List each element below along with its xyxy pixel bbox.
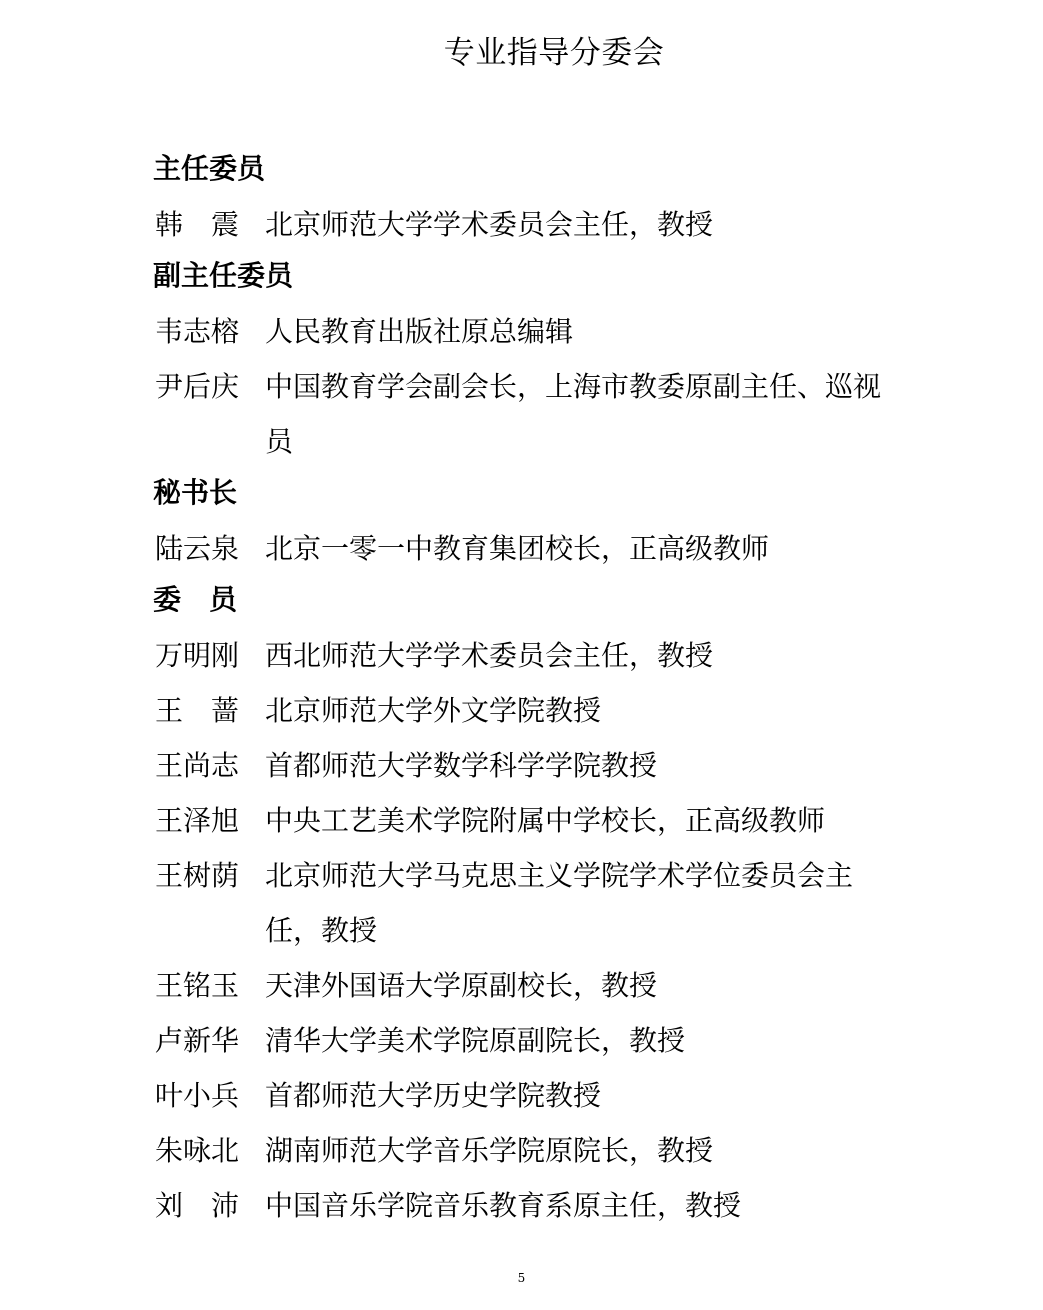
member-description: 中国音乐学院音乐教育系原主任，教授: [265, 1189, 742, 1222]
member-row: [153, 359, 913, 469]
member-description: 中国教育学会副会长，上海市教委原副主任、巡视员: [265, 370, 882, 458]
member-name: 王蔷: [155, 694, 268, 727]
member-description: 天津外国语大学原副校长，教授: [265, 969, 658, 1002]
member-row: [153, 1013, 913, 1068]
member-row: [153, 628, 913, 683]
member-name: 韩震: [155, 208, 268, 241]
member-name: 王铭玉: [155, 969, 240, 1002]
member-row: [153, 793, 913, 848]
member-description: 人民教育出版社原总编辑: [265, 315, 574, 348]
member-row: [153, 521, 913, 576]
member-row: [153, 738, 913, 793]
member-name: 朱咏北: [155, 1134, 240, 1167]
member-row: [153, 1068, 913, 1123]
member-name: 韦志榕: [155, 315, 240, 348]
member-name: 王尚志: [155, 749, 240, 782]
member-row: [153, 1178, 913, 1233]
member-description: 中央工艺美术学院附属中学校长，正高级教师: [265, 804, 826, 837]
member-name: 万明刚: [155, 639, 240, 672]
member-row: [153, 197, 913, 252]
member-name: 王树荫: [155, 859, 240, 892]
member-description: 首都师范大学历史学院教授: [265, 1079, 602, 1112]
member-row: [153, 958, 913, 1013]
member-description: 西北师范大学学术委员会主任，教授: [265, 639, 714, 672]
section-heading-vice-chair: 副主任委员: [153, 259, 294, 292]
member-description: 清华大学美术学院原副院长，教授: [265, 1024, 686, 1057]
member-name: 王泽旭: [155, 804, 240, 837]
member-description: 湖南师范大学音乐学院原院长，教授: [265, 1134, 714, 1167]
member-name: 尹后庆: [155, 370, 240, 403]
member-name: 陆云泉: [155, 532, 240, 565]
page-title: 专业指导分委会: [443, 35, 665, 71]
member-row: [153, 848, 913, 958]
member-row: [153, 304, 913, 359]
member-name: 刘沛: [155, 1189, 268, 1222]
member-description: 北京师范大学马克思主义学院学术学位委员会主任，教授: [265, 859, 854, 947]
page-number: 5: [517, 1271, 526, 1285]
section-heading-members: 委员: [153, 583, 266, 616]
member-description: 北京师范大学外文学院教授: [265, 694, 602, 727]
section-heading-chair: 主任委员: [153, 152, 266, 185]
member-row: [153, 683, 913, 738]
member-name: 卢新华: [155, 1024, 240, 1057]
member-row: [153, 1123, 913, 1178]
member-name: 叶小兵: [155, 1079, 240, 1112]
member-description: 北京一零一中教育集团校长，正高级教师: [265, 532, 770, 565]
member-description: 北京师范大学学术委员会主任，教授: [265, 208, 714, 241]
section-heading-secretary-general: 秘书长: [153, 476, 238, 509]
member-description: 首都师范大学数学科学学院教授: [265, 749, 658, 782]
committee-list: [153, 145, 913, 1233]
